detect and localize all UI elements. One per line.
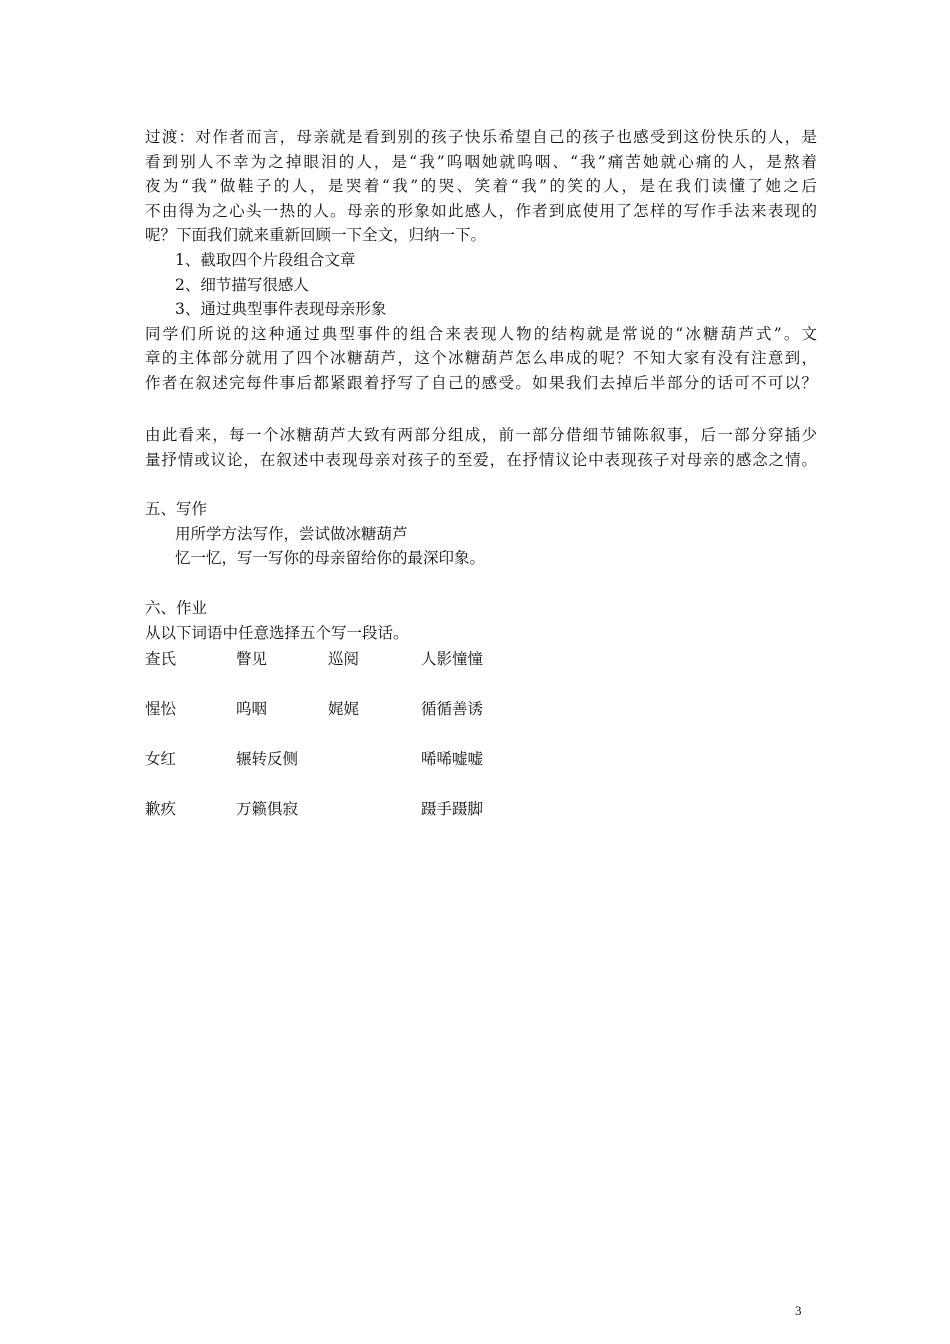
list-item: 2、细节描写很感人 — [175, 275, 309, 294]
paragraph-line: 作者在叙述完每件事后都紧跟着抒写了自己的感受。如果我们去掉后半部分的话可不可以？ — [145, 373, 817, 392]
writing-section — [145, 497, 817, 571]
list-item: 3、通过典型事件表现母亲形象 — [175, 300, 387, 319]
vocabulary-word: 辗转反侧 — [236, 750, 299, 768]
vocabulary-word: 循循善诱 — [421, 700, 484, 718]
vocabulary-word: 呜咽 — [236, 700, 268, 718]
vocabulary-word: 蹑手蹑脚 — [421, 800, 484, 818]
vocabulary-word: 女红 — [145, 750, 177, 768]
paragraph-line: 看到别人不幸为之掉眼泪的人，是“我”呜咽她就呜咽、“我”痛苦她就心痛的人，是熬着 — [145, 152, 817, 171]
paragraph-line: 夜为“我”做鞋子的人，是哭着“我”的哭、笑着“我”的笑的人，是在我们读懂了她之后 — [145, 177, 817, 196]
paragraph-line: 同学们所说的这种通过典型事件的组合来表现人物的结构就是常说的“冰糖葫芦式”。文 — [145, 324, 817, 343]
section-heading: 五、写作 — [145, 500, 208, 518]
paragraph-line: 由此看来，每一个冰糖葫芦大致有两部分组成，前一部分借细节铺陈叙事，后一部分穿插少 — [145, 426, 817, 444]
vocabulary-word: 万籁俱寂 — [236, 800, 299, 818]
paragraph-line: 不由得为之心头一热的人。母亲的形象如此感人，作者到底使用了怎样的写作手法来表现的 — [145, 201, 817, 220]
paragraph-line: 量抒情或议论，在叙述中表现母亲对孩子的至爱，在抒情议论中表现孩子对母亲的感念之情。 — [145, 450, 817, 469]
paragraph-line: 章的主体部分就用了四个冰糖葫芦，这个冰糖葫芦怎么串成的呢？不知大家有没有注意到， — [145, 349, 817, 368]
page-number: 3 — [795, 1303, 802, 1318]
conclusion-paragraph — [145, 423, 817, 472]
homework-instruction: 从以下词语中任意选择五个写一段话。 — [145, 623, 409, 642]
homework-section — [145, 596, 817, 645]
vocabulary-word: 歉疚 — [145, 800, 177, 818]
vocabulary-word: 唏唏嘘嘘 — [421, 750, 484, 768]
vocabulary-word: 巡阅 — [328, 650, 360, 668]
list-item: 用所学方法写作，尝试做冰糖葫芦 — [175, 524, 408, 543]
paragraph-line: 过渡：对作者而言，母亲就是看到别的孩子快乐希望自己的孩子也感受到这份快乐的人，是 — [145, 128, 817, 146]
list-item: 1、截取四个片段组合文章 — [175, 250, 356, 269]
vocabulary-word: 瞥见 — [236, 650, 268, 668]
list-item: 忆一忆，写一写你的母亲留给你的最深印象。 — [175, 549, 486, 568]
vocabulary-word: 查氏 — [145, 650, 177, 668]
transition-section — [145, 125, 817, 396]
paragraph-line: 呢？下面我们就来重新回顾一下全文，归纳一下。 — [145, 226, 487, 245]
vocabulary-word: 人影憧憧 — [421, 650, 484, 668]
section-heading: 六、作业 — [145, 599, 208, 617]
vocabulary-word: 惺忪 — [145, 700, 177, 718]
vocabulary-word: 娓娓 — [328, 700, 360, 718]
